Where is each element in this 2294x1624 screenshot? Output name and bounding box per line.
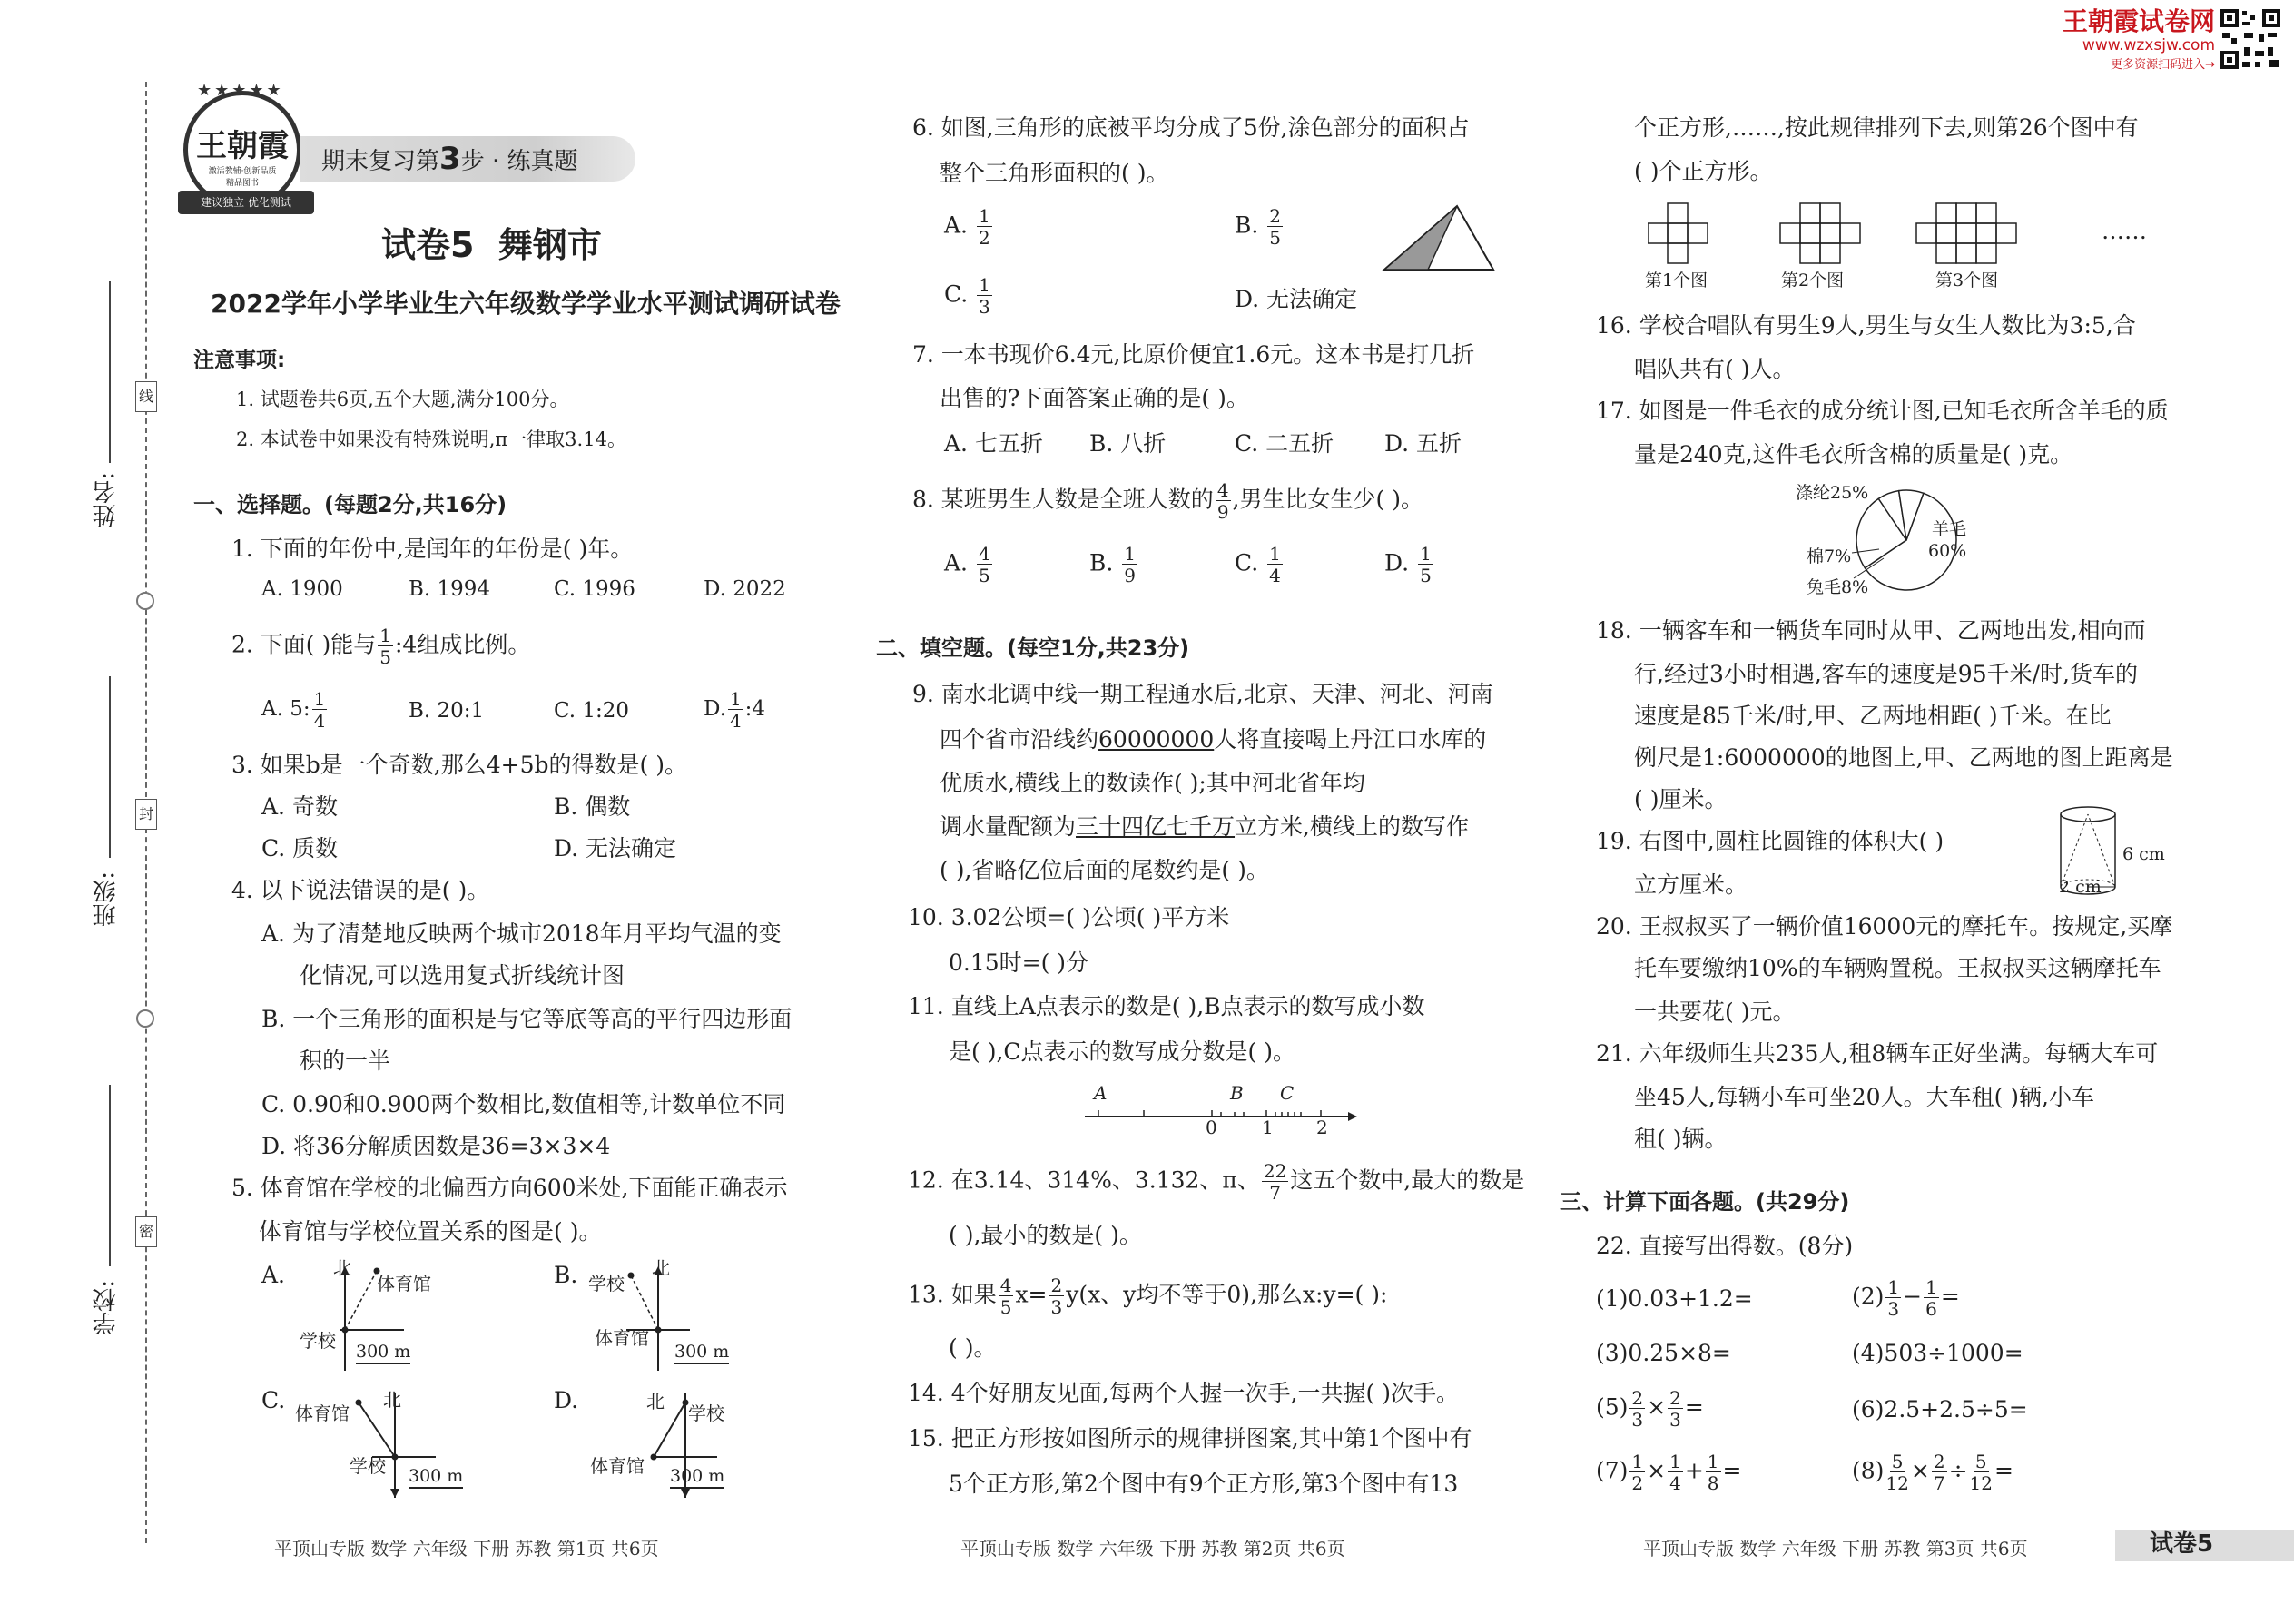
calc-2-f2 (1924, 1278, 1939, 1318)
q6-option-d[interactable]: D. 无法确定 (1235, 286, 1358, 312)
q1-stem: 1. 下面的年份中,是闰年的年份是( )年。 (231, 536, 634, 562)
q8-stem (912, 481, 1423, 521)
c5f1n: 2 (1631, 1387, 1644, 1409)
paper-title (381, 225, 602, 267)
q5d-gym: 体育馆 (590, 1455, 645, 1477)
fig-label-2: 第2个图 (1781, 271, 1845, 290)
q6-stem-1: 6. 如图,三角形的底被平均分成了5份,涂色部分的面积占 (912, 114, 1470, 141)
nl-label-1: 1 (1262, 1117, 1274, 1138)
q21-line-2: 坐45人,每辆小车可坐20人。大车租( )辆,小车 (1634, 1084, 2094, 1110)
q15-line-3: 个正方形,……,按此规律排列下去,则第26个图中有 (1634, 114, 2139, 141)
c5f1d: 3 (1631, 1409, 1644, 1431)
q2-d-num: 1 (729, 688, 742, 710)
pie-label-wool-pct: 60% (1928, 541, 1967, 561)
q9-4b: 立方米,横线上的数写作 (1235, 813, 1469, 840)
q8-option-b[interactable] (1089, 545, 1139, 585)
binding-dot-1 (136, 592, 154, 610)
logo-slogan-1: 建议独立 (201, 196, 245, 209)
q18-line-2: 行,经过3小时相遇,客车的速度是95千米/时,货车的 (1634, 661, 2138, 687)
q8d-den: 5 (1420, 565, 1432, 586)
q8d-label2: D. (1384, 549, 1410, 576)
q2-num: 1 (379, 625, 391, 646)
q13-num-1: 4 (999, 1275, 1012, 1296)
q9-line-2 (940, 726, 1486, 753)
brand-more: 更多资源扫码进入→ (2111, 58, 2215, 72)
fig-ellipsis: …… (2102, 218, 2147, 244)
q17-line-1: 17. 如图是一件毛衣的成分统计图,已知毛衣所含羊毛的质 (1596, 398, 2169, 424)
footer-page-2: 平顶山专版 数学 六年级 下册 苏教 第2页 共6页 (960, 1538, 1345, 1560)
calc-8: (8) $\frac{5}{12}$ × $\frac{2}{7}$ ÷ $\frac{5}{12}$ = (1852, 1451, 2013, 1494)
q2-a-text: A. 5: (261, 697, 310, 721)
cyl-height: 6 cm (2122, 844, 2165, 864)
q5b-school: 学校 (588, 1273, 625, 1294)
q8a-label: A. (944, 549, 969, 576)
q9-line-5: ( ),省略亿位后面的尾数约是( )。 (940, 857, 1269, 883)
q4-option-c[interactable]: C. 0.90和0.900两个数相比,数值相等,计数单位不同 (261, 1091, 786, 1117)
q12-a: 12. 在3.14、314%、3.132、π、 (908, 1166, 1260, 1194)
q4-option-a-2: 化情况,可以选用复式折线统计图 (300, 962, 625, 989)
q8a-frac (977, 545, 992, 585)
q1-option-c[interactable]: C. 1996 (554, 577, 635, 601)
calc-7: (7) $\frac{1}{2}$ × $\frac{1}{4}$ + $\frac{1}{8}$ = (1596, 1451, 1742, 1494)
q5c-school: 学校 (350, 1455, 386, 1477)
c8f3d: 12 (1969, 1472, 1993, 1494)
calc-5-label: (5) (1596, 1393, 1629, 1421)
c7f2d: 4 (1669, 1472, 1681, 1494)
q5a-gym: 体育馆 (377, 1273, 431, 1294)
logo-slogan-2: 优化测试 (247, 196, 291, 209)
q7-option-d[interactable]: D. 五折 (1384, 430, 1462, 457)
calc-2-f1 (1885, 1278, 1901, 1318)
q2-text-b: :4组成比例。 (395, 631, 531, 658)
q3-option-b[interactable]: B. 偶数 (554, 793, 631, 820)
q12-line-1 (908, 1162, 1524, 1202)
q8d-frac (1418, 545, 1433, 585)
q8b-num: 1 (1124, 543, 1137, 565)
q9-4a: 调水量配额为 (940, 813, 1077, 840)
calc-7-eq: = (1722, 1457, 1742, 1484)
binding-dot-2 (136, 1009, 154, 1028)
q6a-label: A. (944, 212, 969, 239)
section-3-heading: 三、计算下面各题。(共29分) (1560, 1189, 1850, 1215)
q5b-scale: 300 m (674, 1342, 729, 1364)
q8-option-a[interactable] (944, 545, 994, 585)
q15-line-4: ( )个正方形。 (1634, 158, 1773, 184)
q13-den-1: 5 (999, 1296, 1012, 1318)
q19-line-2: 立方厘米。 (1634, 871, 1748, 898)
paper-subtitle: 2022学年小学毕业生六年级数学学业水平测试调研试卷 (211, 289, 841, 319)
c2f2d: 6 (1925, 1298, 1937, 1320)
section-banner (300, 136, 635, 182)
q17-line-2: 量是240克,这件毛衣所含棉的质量是( )克。 (1634, 441, 2073, 468)
q2-den: 5 (379, 646, 391, 668)
c8f1d: 12 (1885, 1472, 1909, 1494)
q2-fraction (378, 626, 393, 666)
q22-stem: 22. 直接写出得数。(8分) (1596, 1233, 1854, 1259)
c7f1d: 2 (1631, 1472, 1644, 1494)
q8c-num: 1 (1269, 543, 1281, 565)
q18-line-5: ( )厘米。 (1634, 786, 1728, 812)
q2-option-b[interactable]: B. 20:1 (409, 699, 485, 723)
q2-d-text: D. (704, 697, 726, 721)
c8f2d: 7 (1933, 1472, 1945, 1494)
q5-stem-1: 5. 体育馆在学校的北偏西方向600米处,下面能正确表示 (231, 1175, 788, 1201)
calc-8-f2 (1932, 1452, 1947, 1492)
q5a-scale: 300 m (356, 1342, 410, 1364)
binding-mi: 密 (135, 1216, 157, 1247)
q13-num-2: 2 (1050, 1275, 1063, 1296)
school-field[interactable] (109, 1085, 111, 1266)
school-label: 学校: (93, 1280, 120, 1335)
q20-line-1: 20. 王叔叔买了一辆价值16000元的摩托车。按规定,买摩 (1596, 913, 2173, 940)
fig-label-3: 第3个图 (1935, 271, 1999, 290)
q4-stem: 4. 以下说法错误的是( )。 (231, 877, 490, 903)
q6b-den: 5 (1269, 227, 1282, 249)
fig-label-1: 第1个图 (1645, 271, 1708, 290)
calc-6: (6)2.5+2.5÷5= (1852, 1396, 2028, 1422)
footer-paper-tag: 试卷5 (2150, 1530, 2214, 1558)
q8a-num: 4 (978, 543, 990, 565)
q13-b: x= (1015, 1281, 1048, 1308)
q5d-scale: 300 m (670, 1466, 724, 1489)
logo-name: 王朝霞 (196, 128, 289, 164)
q6b-frac (1267, 207, 1283, 247)
c7f3n: 1 (1707, 1451, 1719, 1472)
q1-option-b[interactable]: B. 1994 (409, 577, 491, 601)
q5c-gym: 体育馆 (295, 1403, 350, 1424)
pie-label-cotton: 棉7% (1807, 546, 1852, 566)
q8b-frac (1122, 545, 1137, 585)
q2-stem (231, 626, 530, 666)
q8-text-b: ,男生比女生少( )。 (1232, 486, 1423, 513)
q1-option-a[interactable]: A. 1900 (261, 577, 343, 601)
q8b-label: B. (1089, 549, 1114, 576)
q9-4u: 三十四亿七千万 (1076, 813, 1236, 840)
calc-7-label: (7) (1596, 1457, 1629, 1484)
q13-c: y(x、y均不等于0),那么x:y=( ): (1066, 1281, 1388, 1308)
title-part-1: 试卷5 (381, 225, 475, 265)
nl-label-c: C (1280, 1082, 1295, 1104)
q6-triangle-diagram (1380, 202, 1498, 274)
q13-frac-1 (999, 1276, 1014, 1316)
q9-2a: 四个省市沿线约 (940, 726, 1099, 753)
q8c-frac (1267, 545, 1283, 585)
calc-5: (5) $\frac{2}{3}$ × $\frac{2}{3}$ = (1596, 1387, 1704, 1431)
calc-2: (2) $\frac{1}{3}$ − $\frac{1}{6}$ = (1852, 1276, 1960, 1320)
q7-option-b[interactable]: B. 八折 (1089, 430, 1167, 457)
q9-line-4 (940, 813, 1469, 841)
q19-line-1: 19. 右图中,圆柱比圆锥的体积大( ) (1596, 828, 1944, 854)
q10-line-2: 0.15时=( )分 (949, 950, 1089, 976)
q2-option-c[interactable]: C. 1:20 (554, 699, 630, 723)
name-field[interactable] (109, 281, 111, 463)
q9-2b: 人将直接喝上丹江口水库的 (1214, 726, 1487, 753)
q14-stem: 14. 4个好朋友见面,每两个人握一次手,一共握( )次手。 (908, 1380, 1459, 1406)
binding-feng: 封 (135, 799, 157, 830)
q20-line-3: 一共要花( )元。 (1634, 999, 1796, 1025)
q16-line-1: 16. 学校合唱队有男生9人,男生与女生人数比为3:5,合 (1596, 312, 2136, 339)
q16-line-2: 唱队共有( )人。 (1634, 356, 1796, 382)
logo-ribbon (178, 191, 314, 214)
q2-d-fraction (728, 690, 743, 730)
q6c-den: 3 (979, 296, 990, 318)
brand-url: www.wzxsjw.com (2082, 36, 2215, 54)
note-2: 2. 本试卷中如果没有特殊说明,π一律取3.14。 (236, 428, 626, 450)
q8-frac (1216, 481, 1231, 521)
calc-8-f1 (1885, 1452, 1908, 1492)
footer-page-3: 平顶山专版 数学 六年级 下册 苏教 第3页 共6页 (1643, 1538, 2028, 1560)
q5d-north: 北 (646, 1391, 665, 1412)
q7-stem-1: 7. 一本书现价6.4元,比原价便宜1.6元。这本书是打几折 (912, 341, 1475, 368)
qr-code-icon[interactable] (2219, 7, 2282, 71)
q8-option-c[interactable] (1235, 545, 1285, 585)
q3-stem: 3. 如果b是一个奇数,那么4+5b的得数是( )。 (231, 752, 687, 778)
calc-8-eq: = (1994, 1457, 2013, 1484)
calc-1: (1)0.03+1.2= (1596, 1285, 1753, 1312)
q12-line-2: ( ),最小的数是( )。 (949, 1222, 1142, 1248)
q5-option-c[interactable]: C. (261, 1387, 286, 1413)
class-label: 班级: (93, 871, 120, 927)
logo-sub2: 精品图书 (225, 179, 259, 188)
c8f3n: 5 (1974, 1451, 1987, 1472)
nl-label-2: 2 (1316, 1117, 1328, 1138)
q2-text-a: 2. 下面( )能与 (231, 631, 377, 658)
c2f1d: 3 (1887, 1298, 1900, 1320)
nl-label-0: 0 (1206, 1117, 1217, 1138)
q5-option-b[interactable]: B. (554, 1262, 578, 1288)
calc-7-f2 (1668, 1452, 1683, 1492)
binding-xian: 线 (135, 381, 157, 412)
q4-option-b-2: 积的一半 (300, 1048, 391, 1074)
q5-option-d[interactable]: D. (554, 1387, 579, 1413)
q2-option-d[interactable] (704, 690, 765, 730)
q15-line-2: 5个正方形,第2个图中有9个正方形,第3个图中有13 (949, 1471, 1459, 1497)
q3-option-d[interactable]: D. 无法确定 (554, 835, 677, 861)
q11-line-2: 是( ),C点表示的数写成分数是( )。 (949, 1038, 1295, 1065)
q8c-label: C. (1235, 549, 1259, 576)
c7f1n: 1 (1631, 1451, 1644, 1472)
q4-option-b-1[interactable]: B. 一个三角形的面积是与它等底等高的平行四边形面 (261, 1006, 793, 1032)
q20-line-2: 托车要缴纳10%的车辆购置税。王叔叔买这辆摩托车 (1634, 955, 2161, 981)
name-label: 姓名: (93, 472, 120, 527)
q8b-den: 9 (1124, 565, 1137, 586)
q4-option-a-1[interactable]: A. 为了清楚地反映两个城市2018年月平均气温的变 (261, 920, 782, 947)
q21-line-3: 租( )辆。 (1634, 1126, 1728, 1152)
q8-text-a: 8. 某班男生人数是全班人数的 (912, 486, 1214, 513)
q3-option-c[interactable]: C. 质数 (261, 835, 339, 861)
section-1-heading: 一、选择题。(每题2分,共16分) (193, 492, 507, 517)
calc-5-eq: = (1684, 1393, 1704, 1421)
q18-line-4: 例尺是1:6000000的地图上,甲、乙两地的图上距离是 (1634, 744, 2173, 771)
q6-option-a[interactable] (944, 207, 994, 247)
site-brand (1997, 7, 2215, 72)
calc-7-f3 (1706, 1452, 1721, 1492)
q6-stem-2: 整个三角形面积的( )。 (940, 160, 1169, 186)
q6c-frac (977, 276, 992, 316)
q6-option-b[interactable] (1235, 207, 1285, 247)
pie-slices (1856, 490, 1956, 590)
calc-8-label: (8) (1852, 1457, 1885, 1484)
q2-d-text2: :4 (744, 697, 766, 721)
q13-frac-2 (1049, 1276, 1065, 1316)
q6a-den: 2 (978, 227, 990, 249)
q5a-school: 学校 (300, 1330, 336, 1352)
q9-line-3: 优质水,横线上的数读作( );其中河北省年均 (940, 770, 1365, 796)
q8c-den: 4 (1269, 565, 1281, 586)
q12-den: 7 (1269, 1182, 1281, 1204)
q2-a-fraction (312, 690, 328, 730)
q2-a-num: 1 (313, 688, 326, 710)
c5f2d: 3 (1669, 1409, 1681, 1431)
q5-stem-2: 体育馆与学校位置关系的图是( )。 (259, 1218, 602, 1245)
q3-option-a[interactable]: A. 奇数 (261, 793, 338, 820)
q7-option-c[interactable]: C. 二五折 (1235, 430, 1334, 457)
banner-pre: 期末复习第 (321, 148, 440, 175)
q5b-gym: 体育馆 (595, 1327, 649, 1349)
nl-label-a: A (1094, 1082, 1108, 1104)
q13-line-2: ( )。 (949, 1334, 997, 1361)
cyl-radius: 2 cm (2059, 877, 2102, 897)
q5a-north: 北 (333, 1257, 351, 1279)
q2-a-den: 4 (313, 710, 326, 732)
q11-line-1: 11. 直线上A点表示的数是( ),B点表示的数写成小数 (908, 993, 1425, 1019)
calc-4: (4)503÷1000= (1852, 1340, 2023, 1366)
q6-option-c[interactable] (944, 276, 994, 316)
q4-option-d[interactable]: D. 将36分解质因数是36=3×3×4 (261, 1133, 611, 1159)
footer-page-1: 平顶山专版 数学 六年级 下册 苏教 第1页 共6页 (274, 1538, 659, 1560)
nl-label-b: B (1230, 1082, 1244, 1104)
class-field[interactable] (109, 676, 111, 858)
q5c-north: 北 (383, 1389, 401, 1411)
notes-heading: 注意事项: (193, 349, 286, 372)
q7-stem-2: 出售的?下面答案正确的是( )。 (940, 385, 1249, 411)
q5b-north: 北 (652, 1257, 670, 1279)
q8a-den: 5 (978, 565, 990, 586)
q9-2u: 60000000 (1098, 726, 1215, 753)
logo-sub1: 激活教辅·创新品质 (208, 167, 277, 176)
note-1: 1. 试题卷共6页,五个大题,满分100分。 (236, 389, 569, 410)
q6c-label: C. (944, 281, 969, 308)
q13-line-1 (908, 1276, 1387, 1316)
pie-label-rabbit: 兔毛8% (1807, 577, 1869, 597)
brand-name: 王朝霞试卷网 (2062, 6, 2215, 36)
q8-den: 9 (1216, 501, 1229, 523)
calc-2-eq: = (1940, 1283, 1960, 1310)
calc-5-f1 (1629, 1389, 1645, 1429)
q6a-num: 1 (978, 205, 990, 227)
title-part-2: 舞钢市 (497, 225, 602, 265)
calc-8-f3 (1970, 1452, 1993, 1492)
q15-pattern-figures (1648, 202, 2156, 267)
q13-den-2: 3 (1050, 1296, 1063, 1318)
q2-d-den: 4 (729, 710, 742, 732)
q5-option-a[interactable]: A. (261, 1262, 286, 1288)
q6b-label: B. (1235, 212, 1259, 239)
q21-line-1: 21. 六年级师生共235人,租8辆车正好坐满。每辆大车可 (1596, 1040, 2159, 1067)
banner-num: 3 (439, 141, 461, 177)
pie-label-wool: 羊毛 (1932, 519, 1967, 539)
logo-stars: ★★★★★ (197, 81, 284, 100)
q8d-num: 1 (1420, 543, 1432, 565)
q12-frac (1262, 1162, 1288, 1202)
c7f3d: 8 (1707, 1472, 1719, 1494)
q7-option-a[interactable]: A. 七五折 (944, 430, 1043, 457)
c8f2n: 2 (1933, 1451, 1945, 1472)
calc-3: (3)0.25×8= (1596, 1340, 1731, 1366)
c8f1n: 5 (1891, 1451, 1904, 1472)
q8-num: 4 (1216, 479, 1229, 501)
q5c-scale: 300 m (409, 1466, 463, 1489)
q18-line-3: 速度是85千米/时,甲、乙两地相距( )千米。在比 (1634, 703, 2112, 729)
c2f2n: 1 (1925, 1276, 1937, 1298)
q1-option-d[interactable]: D. 2022 (704, 577, 786, 601)
q13-a: 13. 如果 (908, 1281, 997, 1308)
q6c-num: 1 (979, 274, 990, 296)
q12-num: 22 (1263, 1160, 1287, 1182)
c5f2n: 2 (1669, 1387, 1681, 1409)
q6a-frac (977, 207, 992, 247)
q6b-num: 2 (1269, 205, 1282, 227)
q15-line-1: 15. 把正方形按如图所示的规律拼图案,其中第1个图中有 (908, 1425, 1472, 1452)
calc-2-label: (2) (1852, 1283, 1885, 1310)
banner-post: 步 · 练真题 (460, 148, 578, 175)
pie-label-polyester: 涤纶25% (1796, 483, 1869, 503)
q2-option-a[interactable] (261, 690, 329, 730)
c2f1n: 1 (1887, 1276, 1900, 1298)
q5d-school: 学校 (688, 1403, 724, 1424)
q10-line-1: 10. 3.02公顷=( )公顷( )平方米 (908, 904, 1230, 930)
calc-5-f2 (1668, 1389, 1683, 1429)
calc-7-f1 (1629, 1452, 1645, 1492)
c7f2n: 1 (1669, 1451, 1681, 1472)
q9-line-1: 9. 南水北调中线一期工程通水后,北京、天津、河北、河南 (912, 681, 1493, 707)
q8-option-d[interactable] (1384, 545, 1435, 585)
q12-b: 这五个数中,最大的数是 (1290, 1166, 1525, 1194)
q18-line-1: 18. 一辆客车和一辆货车同时从甲、乙两地出发,相向而 (1596, 617, 2146, 644)
section-2-heading: 二、填空题。(每空1分,共23分) (876, 635, 1190, 661)
